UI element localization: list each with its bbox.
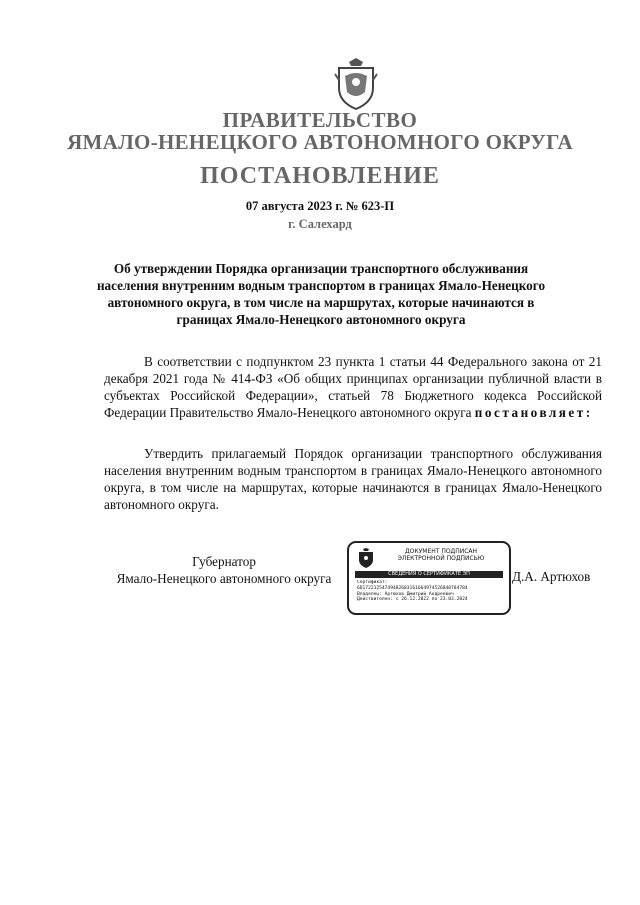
document-type: ПОСТАНОВЛЕНИЕ	[200, 163, 440, 189]
stamp-emblem-icon	[357, 548, 375, 568]
resolution-paragraph: Утвердить прилагаемый Порядок организации транспортного обслуживания населения внутренним водным транспортом в границах Ямало-Ненецкого автономного округа, в том числе на маршрутах, которые начинаются в границах Ямало-Ненецкого автономного округа.	[104, 446, 602, 512]
signatory-name: Д.А. Артюхов	[512, 569, 591, 584]
preamble-text: В соответствии с подпунктом 23 пункта 1 статьи 44 Федерального закона от 21 декабря 2021 года № 414-ФЗ «Об общих принципах организации публичной власти в субъектах Российской Федерации», статьей 78 Бюджетного кодекса Российской Федерации Правительство Ямало-Ненецкого автономного округа	[104, 354, 602, 420]
government-region: ЯМАЛО-НЕНЕЦКОГО АВТОНОМНОГО ОКРУГА	[67, 130, 573, 154]
e-signature-stamp	[347, 541, 511, 615]
resolves-colon: :	[585, 405, 591, 420]
signatory-region: Ямало-Ненецкого автономного округа	[116, 571, 332, 586]
coat-of-arms-emblem	[333, 58, 379, 110]
stamp-title-line2: ЭЛЕКТРОННОЙ ПОДПИСЬЮ	[397, 555, 485, 562]
signatory-role	[104, 553, 344, 587]
stamp-cert-number: 6D17221254749482683161664974526840784784	[357, 585, 468, 591]
document-title: Об утверждении Порядка организации транспортного обслуживания населения внутренним водным транспортом в границах Ямало-Ненецкого автономного округа, в том числе на маршрутах, которые начинаются в границах Ямало-Ненецкого автономного округа	[96, 261, 546, 327]
stamp-owner: Владелец: Артюхов Дмитрий Андреевич	[357, 591, 454, 597]
stamp-bar: СВЕДЕНИЯ О СЕРТИФИКАТЕ ЭП	[355, 571, 503, 578]
preamble-paragraph	[104, 353, 602, 421]
government-title: ПРАВИТЕЛЬСТВО	[222, 108, 418, 132]
stamp-validity: Действителен: с 26.12.2022 по 23.03.2024	[357, 597, 468, 603]
document-date-number: 07 августа 2023 г. № 623-П	[245, 199, 395, 213]
document-city: г. Салехард	[288, 217, 352, 231]
stamp-cert-label: Сертификат:	[357, 580, 388, 585]
stamp-title-line1: ДОКУМЕНТ ПОДПИСАН	[404, 548, 478, 555]
stamp-title	[379, 548, 503, 562]
stamp-details	[357, 580, 505, 603]
resolves-word: постановляет	[474, 405, 586, 420]
signatory-title: Губернатор	[192, 554, 256, 569]
